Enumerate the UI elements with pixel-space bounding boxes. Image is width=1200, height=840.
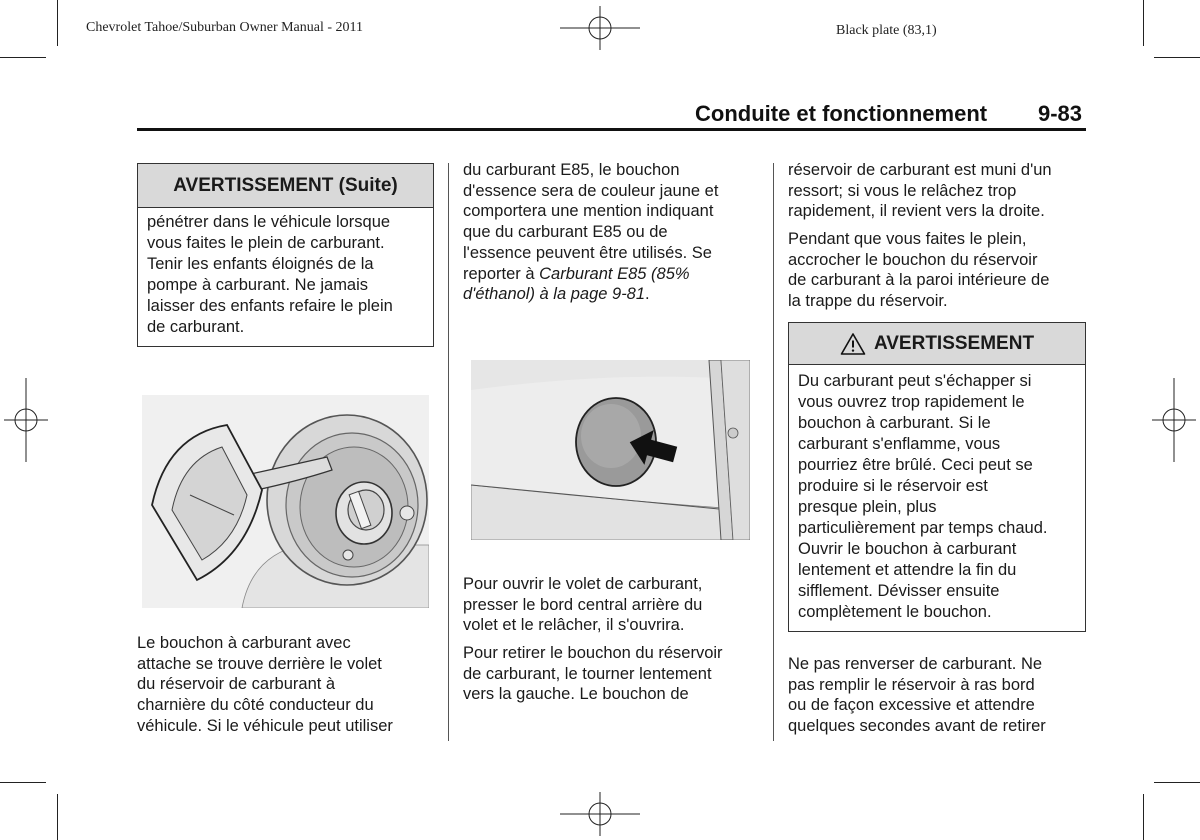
- warning-line: particulièrement par temps chaud.: [798, 519, 1048, 537]
- text-line: [463, 284, 763, 305]
- text-line: attache se trouve derrière le volet: [137, 654, 382, 673]
- warning-line: pénétrer dans le véhicule lorsque: [147, 213, 391, 231]
- registration-mark-icon: [560, 792, 640, 836]
- text-line: quelques secondes avant de retirer: [788, 717, 1046, 736]
- warning-line: produire si le réservoir est: [798, 477, 988, 495]
- text-line: la trappe du réservoir.: [788, 292, 948, 311]
- col2-paragraph-1: [463, 160, 763, 305]
- warning-box-header: [789, 323, 1085, 365]
- text-line: ressort; si vous le relâchez trop: [788, 181, 1017, 200]
- warning-line: pompe à carburant. Ne jamais: [147, 276, 369, 294]
- col2-paragraph-2: [463, 574, 763, 636]
- page-number: 9-83: [1038, 101, 1083, 126]
- text-line: Ne pas renverser de carburant. Ne: [788, 655, 1043, 673]
- text-line: l'essence peuvent être utilisés. Se: [463, 243, 712, 262]
- text-line: charnière du côté conducteur du: [137, 696, 374, 715]
- column-divider: [773, 163, 774, 741]
- text-line: Le bouchon à carburant avec: [137, 634, 351, 652]
- text-line: pas remplir le réservoir à ras bord: [788, 675, 1035, 694]
- cross-reference-link[interactable]: Carburant E85 (85%: [539, 264, 690, 283]
- col3-paragraph-1: [788, 160, 1088, 222]
- warning-line: laisser des enfants refaire le plein: [147, 297, 393, 315]
- warning-line: Du carburant peut s'échapper si: [798, 372, 1032, 390]
- col3-paragraph-2: [788, 229, 1088, 312]
- col3-paragraph-3: [788, 654, 1088, 737]
- reference-suffix: .: [645, 285, 650, 304]
- cross-reference-link[interactable]: d'éthanol) à la page 9-81: [463, 285, 646, 304]
- warning-line: Tenir les enfants éloignés de la: [147, 255, 374, 273]
- text-line: volet et le relâcher, il s'ouvrira.: [463, 616, 685, 635]
- crop-mark: [0, 57, 46, 58]
- reference-prefix: reporter à: [463, 264, 540, 283]
- heading-rule: [137, 128, 1086, 131]
- crop-mark: [1154, 57, 1200, 58]
- fuel-door-open-drawing: [142, 395, 429, 608]
- fuel-door-closed-illustration: [471, 360, 750, 540]
- text-line: d'essence sera de couleur jaune et: [463, 181, 719, 200]
- crop-mark: [57, 794, 58, 840]
- col1-paragraph: [137, 633, 437, 737]
- text-line: ou de façon excessive et attendre: [788, 696, 1035, 715]
- text-line: Pour retirer le bouchon du réservoir: [463, 644, 723, 662]
- text-line: vers la gauche. Le bouchon de: [463, 685, 689, 704]
- text-line: presser le bord central arrière du: [463, 595, 703, 614]
- text-line: réservoir de carburant est muni d'un: [788, 161, 1052, 179]
- registration-mark-icon: [4, 378, 48, 462]
- warning-line: sifflement. Dévisser ensuite: [798, 582, 1000, 600]
- column-divider: [448, 163, 449, 741]
- warning-box-body: [789, 365, 1085, 623]
- crop-mark: [1143, 794, 1144, 840]
- fuel-door-closed-drawing: [471, 360, 750, 540]
- text-line: du carburant E85, le bouchon: [463, 161, 680, 179]
- warning-box-title: AVERTISSEMENT (Suite): [173, 174, 398, 196]
- warning-box-header: [138, 164, 433, 208]
- registration-mark-icon: [1152, 378, 1196, 462]
- text-line: que du carburant E85 ou de: [463, 223, 668, 242]
- crop-mark: [57, 0, 58, 46]
- warning-line: presque plein, plus: [798, 498, 937, 516]
- warning-triangle-icon: [840, 332, 866, 356]
- warning-line: lentement et attendre la fin du: [798, 561, 1017, 579]
- warning-line: bouchon à carburant. Si le: [798, 414, 991, 432]
- text-line: Pour ouvrir le volet de carburant,: [463, 575, 703, 593]
- warning-box-title: AVERTISSEMENT: [873, 332, 1035, 354]
- text-line: véhicule. Si le véhicule peut utiliser: [137, 716, 393, 735]
- text-line: [463, 264, 763, 285]
- text-line: du réservoir de carburant à: [137, 675, 336, 694]
- warning-line: vous ouvrez trop rapidement le: [798, 393, 1025, 411]
- crop-mark: [1154, 782, 1200, 783]
- col2-paragraph-3: [463, 643, 763, 705]
- text-line: rapidement, il revient vers la droite.: [788, 202, 1045, 221]
- plate-label: Black plate (83,1): [836, 23, 937, 38]
- text-line: de carburant à la paroi intérieure de: [788, 271, 1050, 290]
- fuel-door-open-illustration: [142, 395, 429, 608]
- text-line: Pendant que vous faites le plein,: [788, 230, 1027, 248]
- registration-mark-icon: [560, 6, 640, 50]
- warning-box-continued: [137, 163, 434, 347]
- running-header-title: Chevrolet Tahoe/Suburban Owner Manual - 2011: [86, 20, 364, 35]
- warning-line: vous faites le plein de carburant.: [147, 234, 385, 252]
- text-line: comportera une mention indiquant: [463, 202, 714, 221]
- warning-box-body: [138, 208, 433, 338]
- warning-line: pourriez être brûlé. Ceci peut se: [798, 456, 1033, 474]
- warning-line: complètement le bouchon.: [798, 603, 992, 621]
- text-line: de carburant, le tourner lentement: [463, 664, 712, 683]
- text-line: accrocher le bouchon du réservoir: [788, 250, 1038, 269]
- warning-line: de carburant.: [147, 318, 245, 336]
- crop-mark: [0, 782, 46, 783]
- warning-line: Ouvrir le bouchon à carburant: [798, 540, 1017, 558]
- warning-line: carburant s'enflamme, vous: [798, 435, 1001, 453]
- section-title: Conduite et fonctionnement: [695, 101, 988, 126]
- crop-mark: [1143, 0, 1144, 46]
- warning-box: [788, 322, 1086, 632]
